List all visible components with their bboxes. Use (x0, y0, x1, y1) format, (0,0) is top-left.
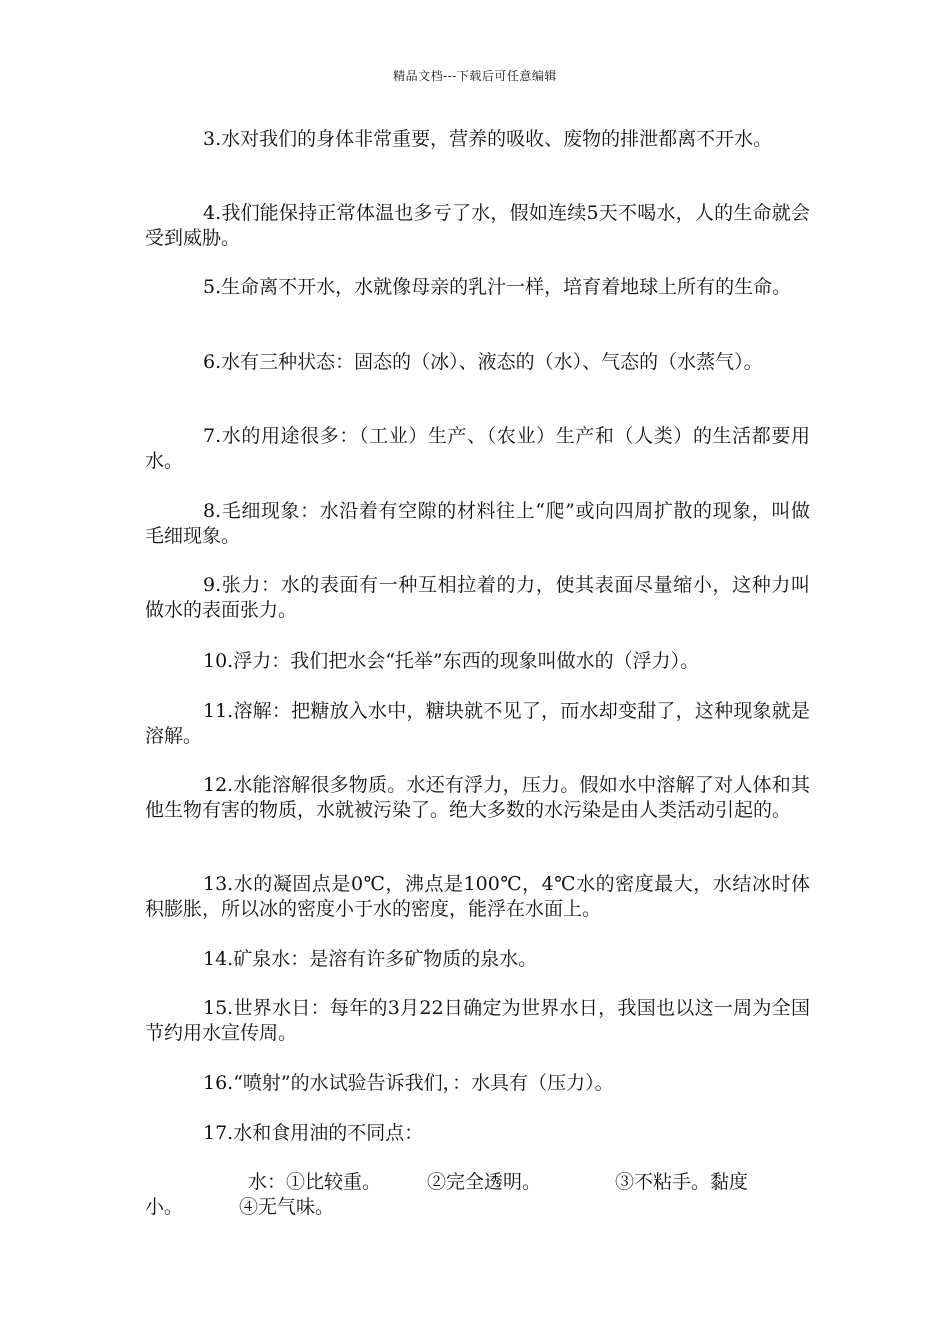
paragraph-7: 7.水的用途很多：（工业）生产、（农业）生产和（人类）的生活都要用水。 (145, 425, 810, 472)
paragraph-15: 15.世界水日：每年的3月22日确定为世界水日，我国也以这一周为全国节约用水宣传周。 (145, 997, 810, 1044)
paragraph-10: 10.浮力：我们把水会“托举”东西的现象叫做水的（浮力）。 (203, 650, 700, 672)
paragraph-17: 17.水和食用油的不同点： (203, 1122, 424, 1144)
water-property-1: ①比较重。 (286, 1171, 382, 1193)
water-properties-list (145, 1170, 815, 1220)
paragraph-16: 16.“喷射”的水试验告诉我们，：水具有（压力）。 (203, 1072, 614, 1094)
paragraph-11: 11.溶解：把糖放入水中，糖块就不见了，而水却变甜了，这种现象就是溶解。 (145, 700, 810, 747)
paragraph-5: 5.生命离不开水，水就像母亲的乳汁一样，培育着地球上所有的生命。 (203, 276, 792, 298)
paragraph-12: 12.水能溶解很多物质。水还有浮力，压力。假如水中溶解了对人体和其他生物有害的物质，水就被污染了。绝大多数的水污染是由人类活动引起的。 (145, 774, 810, 821)
paragraph-3: 3.水对我们的身体非常重要，营养的吸收、废物的排泄都离不开水。 (203, 128, 773, 150)
water-properties-row-2 (145, 1195, 815, 1220)
water-properties-row (145, 1170, 815, 1195)
paragraph-6: 6.水有三种状态：固态的（冰）、液态的（水）、气态的（水蒸气）。 (203, 351, 763, 373)
water-property-3-continued: 小。 (145, 1196, 184, 1218)
water-property-4: ④无气味。 (239, 1196, 335, 1218)
paragraph-8: 8.毛细现象：水沿着有空隙的材料往上“爬”或向四周扩散的现象，叫做毛细现象。 (145, 500, 810, 547)
paragraph-9: 9.张力：水的表面有一种互相拉着的力，使其表面尽量缩小，这种力叫做水的表面张力。 (145, 574, 810, 621)
water-label: 水： (248, 1171, 287, 1193)
page-header: 精品文档---下载后可任意编辑 (393, 69, 557, 83)
paragraph-4: 4.我们能保持正常体温也多亏了水，假如连续5天不喝水，人的生命就会受到威胁。 (145, 202, 810, 249)
paragraph-13: 13.水的凝固点是0℃，沸点是100℃，4℃水的密度最大，水结冰时体积膨胀，所以冰的密度小于水的密度，能浮在水面上。 (145, 873, 810, 920)
water-property-3: ③不粘手。黏度 (615, 1171, 749, 1193)
paragraph-14: 14.矿泉水：是溶有许多矿物质的泉水。 (203, 948, 538, 970)
water-property-2: ②完全透明。 (427, 1171, 542, 1193)
